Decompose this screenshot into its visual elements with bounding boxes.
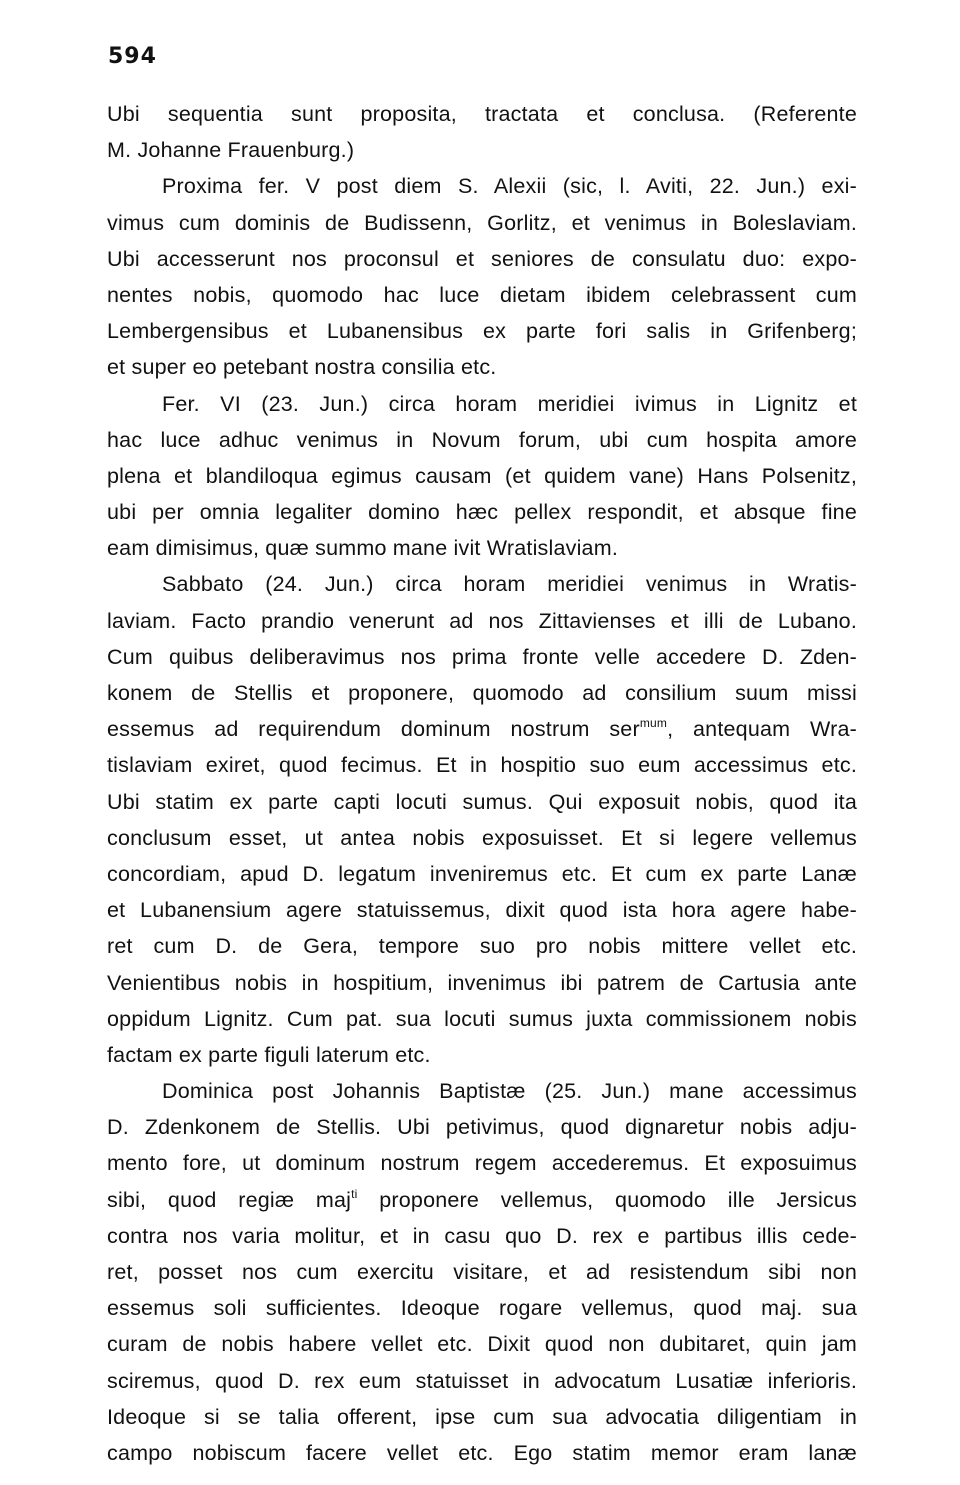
- body-text: [107, 96, 857, 1471]
- text-line: [107, 386, 857, 422]
- text-line-content: sciremus, quod D. rex eum statuisset in advocatum Lusatiæ inferioris.: [107, 1368, 857, 1393]
- text-line-content: konem de Stellis et proponere, quomodo ad consilium suum missi: [107, 681, 857, 705]
- text-line: [107, 747, 857, 783]
- text-line: [107, 168, 857, 204]
- text-line-content: conclusum esset, ut antea nobis exposuisset. Et si legere vellemus: [107, 825, 857, 850]
- text-line-content: Ubi sequentia sunt proposita, tractata et conclusa. (Referente: [107, 102, 857, 126]
- text-line: [107, 458, 857, 494]
- text-line: [107, 1399, 857, 1435]
- text-line: [107, 1363, 857, 1399]
- text-line-content: Sabbato (24. Jun.) circa horam meridiei venimus in Wratis-: [162, 572, 857, 597]
- text-line-content: eam dimisimus, quæ summo mane ivit Wratislaviam.: [107, 536, 618, 561]
- text-line: [107, 566, 857, 602]
- text-line: [107, 1182, 857, 1218]
- text-line-content: campo nobiscum facere vellet etc. Ego statim memor eram lanæ: [107, 1440, 857, 1465]
- text-line: [107, 639, 857, 675]
- text-line-content: contra nos varia molitur, et in casu quo D. rex e partibus illis cede-: [107, 1223, 857, 1248]
- text-line: [107, 1290, 857, 1326]
- text-line: [107, 313, 857, 349]
- text-line: [107, 603, 857, 639]
- text-line: [107, 132, 857, 168]
- text-line: [107, 530, 857, 566]
- text-line-content: Fer. VI (23. Jun.) circa horam meridiei ivimus in Lignitz et: [162, 391, 857, 416]
- text-line: [107, 1037, 857, 1073]
- page-number: 594: [108, 44, 157, 69]
- text-line-content: M. Johanne Frauenburg.): [107, 138, 355, 163]
- text-line-content: curam de nobis habere vellet etc. Dixit quod non dubitaret, quin jam: [107, 1332, 857, 1357]
- text-line-continuation: , antequam Wra-: [667, 717, 857, 742]
- text-line: [107, 1435, 857, 1471]
- text-line-content: D. Zdenkonem de Stellis. Ubi petivimus, quod dignaretur nobis adju-: [107, 1115, 857, 1140]
- text-line-content: Dominica post Johannis Baptistæ (25. Jun.) mane accessimus: [162, 1079, 857, 1104]
- text-line-content: Proxima fer. V post diem S. Alexii (sic, l. Aviti, 22. Jun.) exi-: [162, 174, 857, 199]
- text-line-content: Ideoque si se talia offerent, ipse cum sua advocatia diligentiam in: [107, 1404, 857, 1429]
- text-line: [107, 820, 857, 856]
- text-line-content: laviam. Facto prandio venerunt ad nos Zittavienses et illi de Lubano.: [107, 608, 857, 633]
- text-line: [107, 1218, 857, 1254]
- text-line-content: hac luce adhuc venimus in Novum forum, ubi cum hospita amore: [107, 427, 857, 452]
- text-line: [107, 205, 857, 241]
- text-line-content: Ubi accesserunt nos proconsul et seniores de consulatu duo: expo-: [107, 246, 857, 271]
- text-line: [107, 1145, 857, 1181]
- text-line: [107, 1254, 857, 1290]
- text-line: [107, 1109, 857, 1145]
- superscript-abbreviation: mum: [639, 716, 668, 731]
- text-line-content: essemus soli sufficientes. Ideoque rogare vellemus, quod maj. sua: [107, 1296, 857, 1321]
- text-line-content: ret, posset nos cum exercitu visitare, et ad resistendum sibi non: [107, 1260, 857, 1284]
- text-line: [107, 277, 857, 313]
- superscript-abbreviation: ti: [351, 1186, 358, 1201]
- text-line-content: Lembergensibus et Lubanensibus ex parte fori salis in Grifenberg;: [107, 319, 857, 344]
- text-line: [107, 965, 857, 1001]
- text-line-content: mento fore, ut dominum nostrum regem accederemus. Et exposuimus: [107, 1151, 857, 1176]
- text-line-content: sibi, quod regiæ maj: [107, 1187, 352, 1212]
- text-line: [107, 856, 857, 892]
- text-line-content: ret cum D. de Gera, tempore suo pro nobis mittere vellet etc.: [107, 934, 857, 959]
- text-line: [107, 784, 857, 820]
- text-line-content: Ubi statim ex parte capti locuti sumus. Qui exposuit nobis, quod ita: [107, 789, 857, 814]
- text-line: [107, 349, 857, 385]
- text-line: [107, 96, 857, 132]
- text-line-content: essemus ad requirendum dominum nostrum ser: [107, 717, 640, 742]
- text-line-content: nentes nobis, quomodo hac luce dietam ibidem celebrassent cum: [107, 282, 857, 307]
- text-line-content: tislaviam exiret, quod fecimus. Et in hospitio suo eum accessimus etc.: [107, 753, 857, 778]
- text-line-content: ubi per omnia legaliter domino hæc pellex respondit, et absque fine: [107, 500, 857, 525]
- text-line-content: factam ex parte figuli laterum etc.: [107, 1042, 431, 1067]
- text-line: [107, 928, 857, 964]
- text-line: [107, 422, 857, 458]
- text-line: [107, 494, 857, 530]
- text-line-content: et super eo petebant nostra consilia etc.: [107, 355, 497, 380]
- text-line: [107, 711, 857, 747]
- text-line-content: vimus cum dominis de Budissenn, Gorlitz, et venimus in Boleslaviam.: [107, 210, 857, 235]
- text-line-content: concordiam, apud D. legatum inveniremus etc. Et cum ex parte Lanæ: [107, 861, 857, 886]
- text-line: [107, 1326, 857, 1362]
- text-line: [107, 1001, 857, 1037]
- text-line: [107, 675, 857, 711]
- text-line-content: Venientibus nobis in hospitium, invenimus ibi patrem de Cartusia ante: [107, 970, 857, 995]
- text-line-continuation: proponere vellemus, quomodo ille Jersicus: [357, 1187, 857, 1212]
- text-line: [107, 892, 857, 928]
- text-line: [107, 241, 857, 277]
- text-line-content: oppidum Lignitz. Cum pat. sua locuti sumus juxta commissionem nobis: [107, 1006, 857, 1031]
- text-line-content: plena et blandiloqua egimus causam (et quidem vane) Hans Polsenitz,: [107, 463, 857, 488]
- text-line-content: Cum quibus deliberavimus nos prima fronte velle accedere D. Zden-: [107, 644, 857, 669]
- text-line: [107, 1073, 857, 1109]
- text-line-content: et Lubanensium agere statuissemus, dixit quod ista hora agere habe-: [107, 898, 857, 923]
